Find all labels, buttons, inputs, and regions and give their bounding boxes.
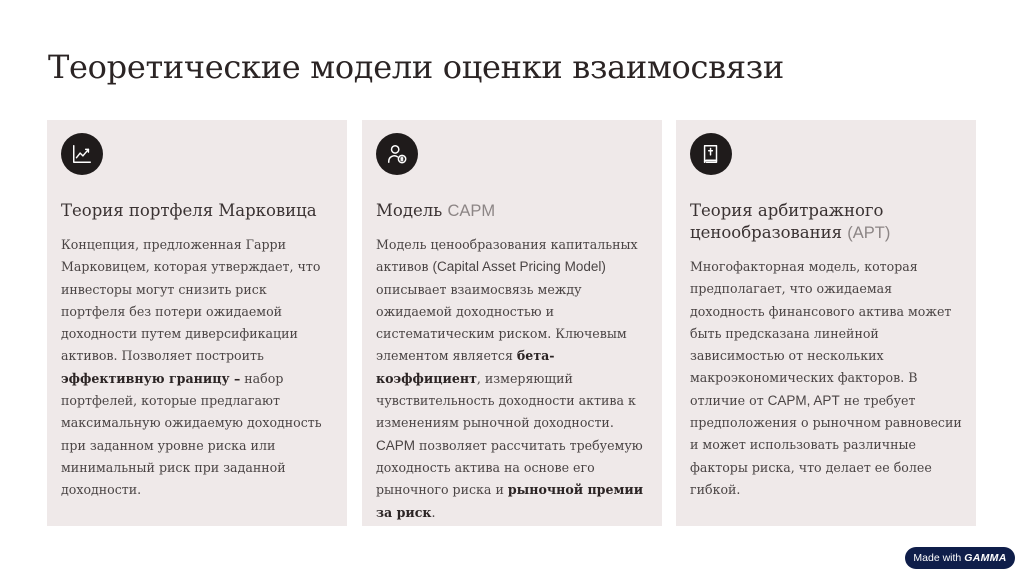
body-text-run: Концепция, предложенная Гарри Марковицем, которая утверждает, что инвесторы могут снизить риск портфеля без потери ожидаемой доходности путем диверсификации активов. Позволяет построить [61, 237, 321, 364]
card-title-main: Модель [376, 201, 448, 220]
card-title [690, 200, 962, 244]
card-text [690, 256, 962, 501]
card-title [376, 200, 648, 222]
card-apt [676, 120, 976, 526]
person-dollar-icon [376, 133, 418, 175]
card-title: Теория портфеля Марковица [61, 201, 317, 220]
card-capm [362, 120, 662, 526]
badge-brand: GAMMA [964, 552, 1007, 564]
emphasis-text: эффективную границу – [61, 370, 241, 386]
body-text-run: Многофакторная модель, которая предполагает, что ожидаемая доходность финансового актива может быть предсказана линейной зависимостью от нескольких макроэкономических факторов. В отличие от [690, 259, 952, 408]
card-markowitz [47, 120, 347, 526]
body-text-run: позволяет рассчитать требуемую доходность актива на основе его рыночного риска и [376, 437, 643, 498]
made-with-gamma-badge[interactable] [905, 547, 1015, 569]
card-title-main: Теория арбитражного ценообразования [690, 201, 884, 242]
body-text-run: набор портфелей, которые предлагают максимальную ожидаемую доходность при заданном уровне риска или минимальный риск при заданной доходности. [61, 370, 322, 498]
body-text-run: CAPM, APT [767, 392, 840, 408]
body-text-run: CAPM [376, 437, 416, 453]
card-text [376, 234, 648, 524]
body-text-run: . [431, 504, 436, 520]
book-icon [690, 133, 732, 175]
body-text-run: не требует предположения о рыночном равновесии и может использовать различные факторы риска, что делает ее более гибкой. [690, 392, 962, 497]
card-text [61, 234, 333, 502]
body-text-run: Модель ценообразования капитальных активов [376, 237, 638, 275]
emphasis-text: бета-коэффициент [376, 348, 555, 386]
page-title: Теоретические модели оценки взаимосвязи [48, 48, 784, 86]
card-title-acronym: (APT) [847, 224, 891, 242]
body-text-run: (Capital Asset Pricing Model) [432, 259, 606, 275]
body-text-run: , измеряющий чувствительность доходности актива к изменениям рыночной доходности. [376, 370, 636, 431]
card-title-acronym: CAPM [447, 202, 496, 220]
chart-line-icon [61, 133, 103, 175]
badge-prefix: Made with [913, 552, 962, 564]
emphasis-text: рыночной премии за риск [376, 482, 644, 520]
body-text-run: описывает взаимосвязь между ожидаемой доходностью и систематическим риском. Ключевым элементом является [376, 281, 627, 364]
